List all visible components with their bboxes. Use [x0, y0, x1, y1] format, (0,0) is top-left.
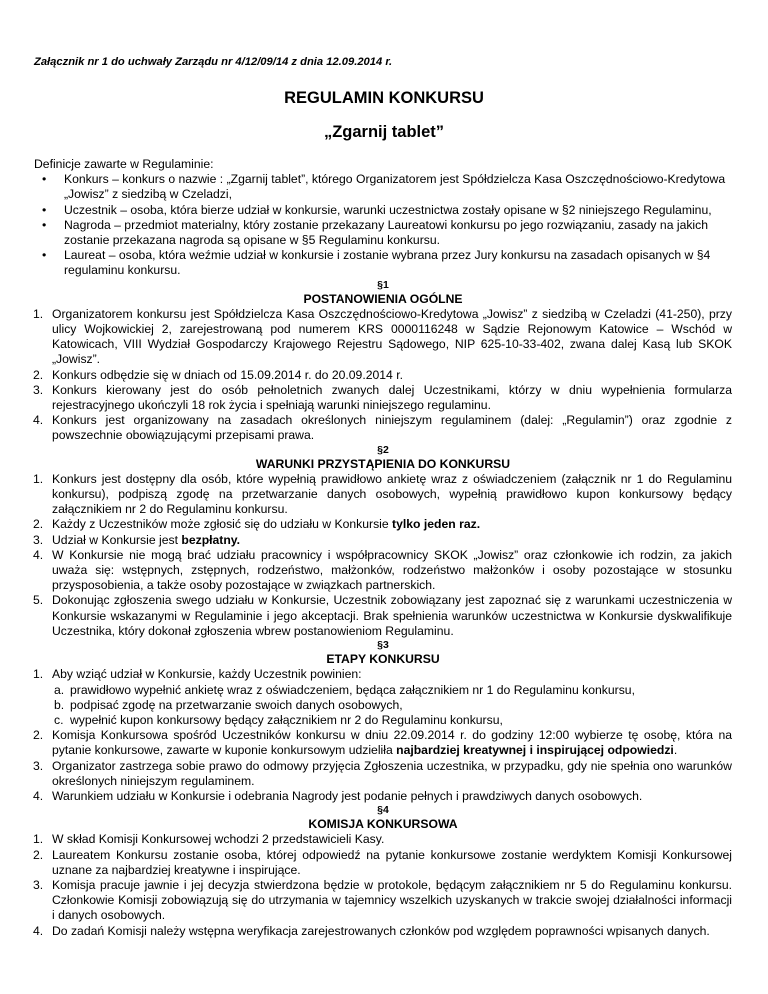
sub-list-item: a. prawidłowo wypełnić ankietę wraz z oświadczeniem, będąca załącznikiem nr 1 do Regulaminu konkursu,: [54, 682, 635, 697]
section-number: §4: [377, 804, 389, 817]
section-1-list: [34, 307, 732, 444]
list-item: 3. Udział w Konkursie jest bezpłatny.: [33, 532, 241, 547]
bullet-icon: •: [42, 202, 47, 217]
definition-item: • Konkurs – konkurs o nazwie : „Zgarnij tablet”, którego Organizatorem jest Spółdzielcza Kasa Oszczędnościowo-Kredytowa „Jowisz” z siedzibą w Czeladzi,: [42, 172, 726, 202]
section-heading: KOMISJA KONKURSOWA: [308, 817, 458, 832]
definitions-list: [34, 172, 732, 278]
document-title: REGULAMIN KONKURSU: [284, 89, 484, 107]
sub-list-item: b. podpisać zgodę na przetwarzanie swoich danych osobowych,: [54, 697, 403, 712]
document-subtitle: „Zgarnij tablet”: [323, 123, 445, 141]
sub-list-item: c. wypełnić kupon konkursowy będący załącznikiem nr 2 do Regulaminu konkursu,: [54, 712, 503, 727]
bullet-icon: •: [42, 248, 47, 263]
list-item: 5. Dokonując zgłoszenia swego udziału w Konkursie, Uczestnik zobowiązany jest zapoznać się z warunkami uczestniczenia w Konkursie wskazanymi w Regulaminie i jego akceptacji. Brak spełnienia warunków uczestnictwa w Konkursie dyskwalifikuje Uczestnika, który dokonał zgłoszenia wbrew postanowieniom Regulaminu.: [33, 593, 732, 638]
section-heading: WARUNKI PRZYSTĄPIENIA DO KONKURSU: [255, 456, 511, 471]
list-item: 4. Warunkiem udziału w Konkursie i odebrania Nagrody jest podanie pełnych i prawdziwych danych osobowych.: [33, 788, 643, 803]
document-body: [34, 157, 732, 939]
sub-list: [52, 683, 732, 729]
section-3-list: [34, 667, 732, 804]
list-item: 3. Konkurs kierowany jest do osób pełnoletnich zwanych dalej Uczestnikami, którzy w dniu wypełnienia formularza rejestracyjnego ukończyli 18 rok życia i spełniają warunki niniejszego regulaminu.: [33, 382, 732, 413]
bullet-icon: •: [42, 172, 47, 187]
list-item: 1. Konkurs jest dostępny dla osób, które wypełnią prawidłowo ankietę wraz z oświadczeniem (załącznik nr 1 do Regulaminu konkursu), podpiszą zgodę na przetwarzanie danych osobowych, wypełnią prawidłowo kupon konkursowy będący załącznikiem nr 2 do Regulaminu konkursu.: [33, 471, 732, 517]
bullet-icon: •: [42, 217, 47, 232]
section-4-list: [34, 832, 732, 938]
list-item: 2. Laureatem Konkursu zostanie osoba, której odpowiedź na pytanie konkursowe zostanie werdyktem Komisji Konkursowej uznane za najbardziej kreatywne i inspirujące.: [33, 847, 732, 877]
section-heading: ETAPY KONKURSU: [326, 652, 440, 667]
section-heading: POSTANOWIENIA OGÓLNE: [303, 291, 463, 306]
section-number: §1: [377, 278, 389, 291]
attachment-header: Załącznik nr 1 do uchwały Zarządu nr 4/12/09/14 z dnia 12.09.2014 r.: [34, 56, 393, 68]
section-2-list: [34, 472, 732, 639]
list-item: 2. Komisja Konkursowa spośród Uczestników konkursu w dniu 22.09.2014 r. do godziny 12:00 wybierze tę osobę, która na pytanie konkursowe, zawarte w kuponie konkursowym udzieliła najbardziej kreatywnej i inspirującej odpowiedzi.: [33, 728, 732, 758]
list-item: 4. Do zadań Komisji należy wstępna weryfikacja zarejestrowanych członków pod względem poprawności wpisanych danych.: [33, 923, 710, 938]
section-number: §3: [377, 639, 389, 652]
list-item: 1. W skład Komisji Konkursowej wchodzi 2 przedstawicieli Kasy.: [33, 832, 385, 847]
list-item: 4. Konkurs jest organizowany na zasadach określonych niniejszym regulaminem (dalej: „Regulamin”) oraz zgodnie z powszechnie obowiązującymi przepisami prawa.: [33, 413, 732, 443]
list-item: 4. W Konkursie nie mogą brać udziału pracownicy i współpracownicy SKOK „Jowisz” oraz członkowie ich rodzin, za jakich uważa się: wstępnych, zstępnych, rodzeństwo, małżonków, rodzeństwo małżonków i osoby pozostające w stosunku przysposobienia, a także osoby pozostające w związkach partnerskich.: [33, 547, 732, 593]
list-item: 1. Organizatorem konkursu jest Spółdzielcza Kasa Oszczędnościowo-Kredytowa „Jowisz” z siedzibą w Czeladzi (41-250), przy ulicy Wojkowickiej 2, zarejestrowaną pod numerem KRS 0000116248 w Sądzie Rejonowym Katowice – Wschód w Katowicach, VIII Wydział Gospodarczy Krajowego Rejestru Sądowego, NIP 625-10-33-402, zwana dalej Kasą lub SKOK „Jowisz”.: [33, 306, 732, 367]
definition-item: • Uczestnik – osoba, która bierze udział w konkursie, warunki uczestnictwa zostały opisane w §2 niniejszego Regulaminu,: [42, 202, 712, 217]
list-item: 1. Aby wziąć udział w Konkursie, każdy Uczestnik powinien: a. prawidłowo wypełnić ankietę wraz z oświadczeniem, będąca załącznikiem nr 1 do Regulaminu konkursu, b. podpisać zgodę na przetwarzanie swoich danych osobowych, c. wypełnić kupon konkursowy będący załącznikiem nr 2 do Regulaminu konkursu,: [34, 667, 732, 728]
list-item: 3. Organizator zastrzega sobie prawo do odmowy przyjęcia Zgłoszenia uczestnika, w przypadku, gdy nie spełnia ono warunków określonych niniejszym regulaminem.: [33, 758, 732, 788]
section-number: §2: [377, 443, 389, 456]
list-item: 2. Każdy z Uczestników może zgłosić się do udziału w Konkursie tylko jeden raz.: [33, 517, 481, 532]
definitions-intro: Definicje zawarte w Regulaminie:: [34, 157, 214, 171]
list-item: 3. Komisja pracuje jawnie i jej decyzja stwierdzona będzie w protokole, będącym załącznikiem nr 5 do Regulaminu konkursu. Członkowie Komisji zobowiązują się do utrzymania w tajemnicy wszelkich uzyskanych w trakcie swojej działalności informacji i danych osobowych.: [33, 877, 732, 923]
definition-item: • Nagroda – przedmiot materialny, który zostanie przekazany Laureatowi konkursu po jego rozwiązaniu, zasady na jakich zostanie przekazana nagroda są opisane w §5 Regulaminu konkursu.: [42, 217, 709, 248]
definition-item: • Laureat – osoba, która weźmie udział w konkursie i zostanie wybrana przez Jury konkursu na zasadach opisanych w §4 regulaminu konkursu.: [42, 248, 711, 278]
list-item: 2. Konkurs odbędzie się w dniach od 15.09.2014 r. do 20.09.2014 r.: [33, 367, 403, 382]
